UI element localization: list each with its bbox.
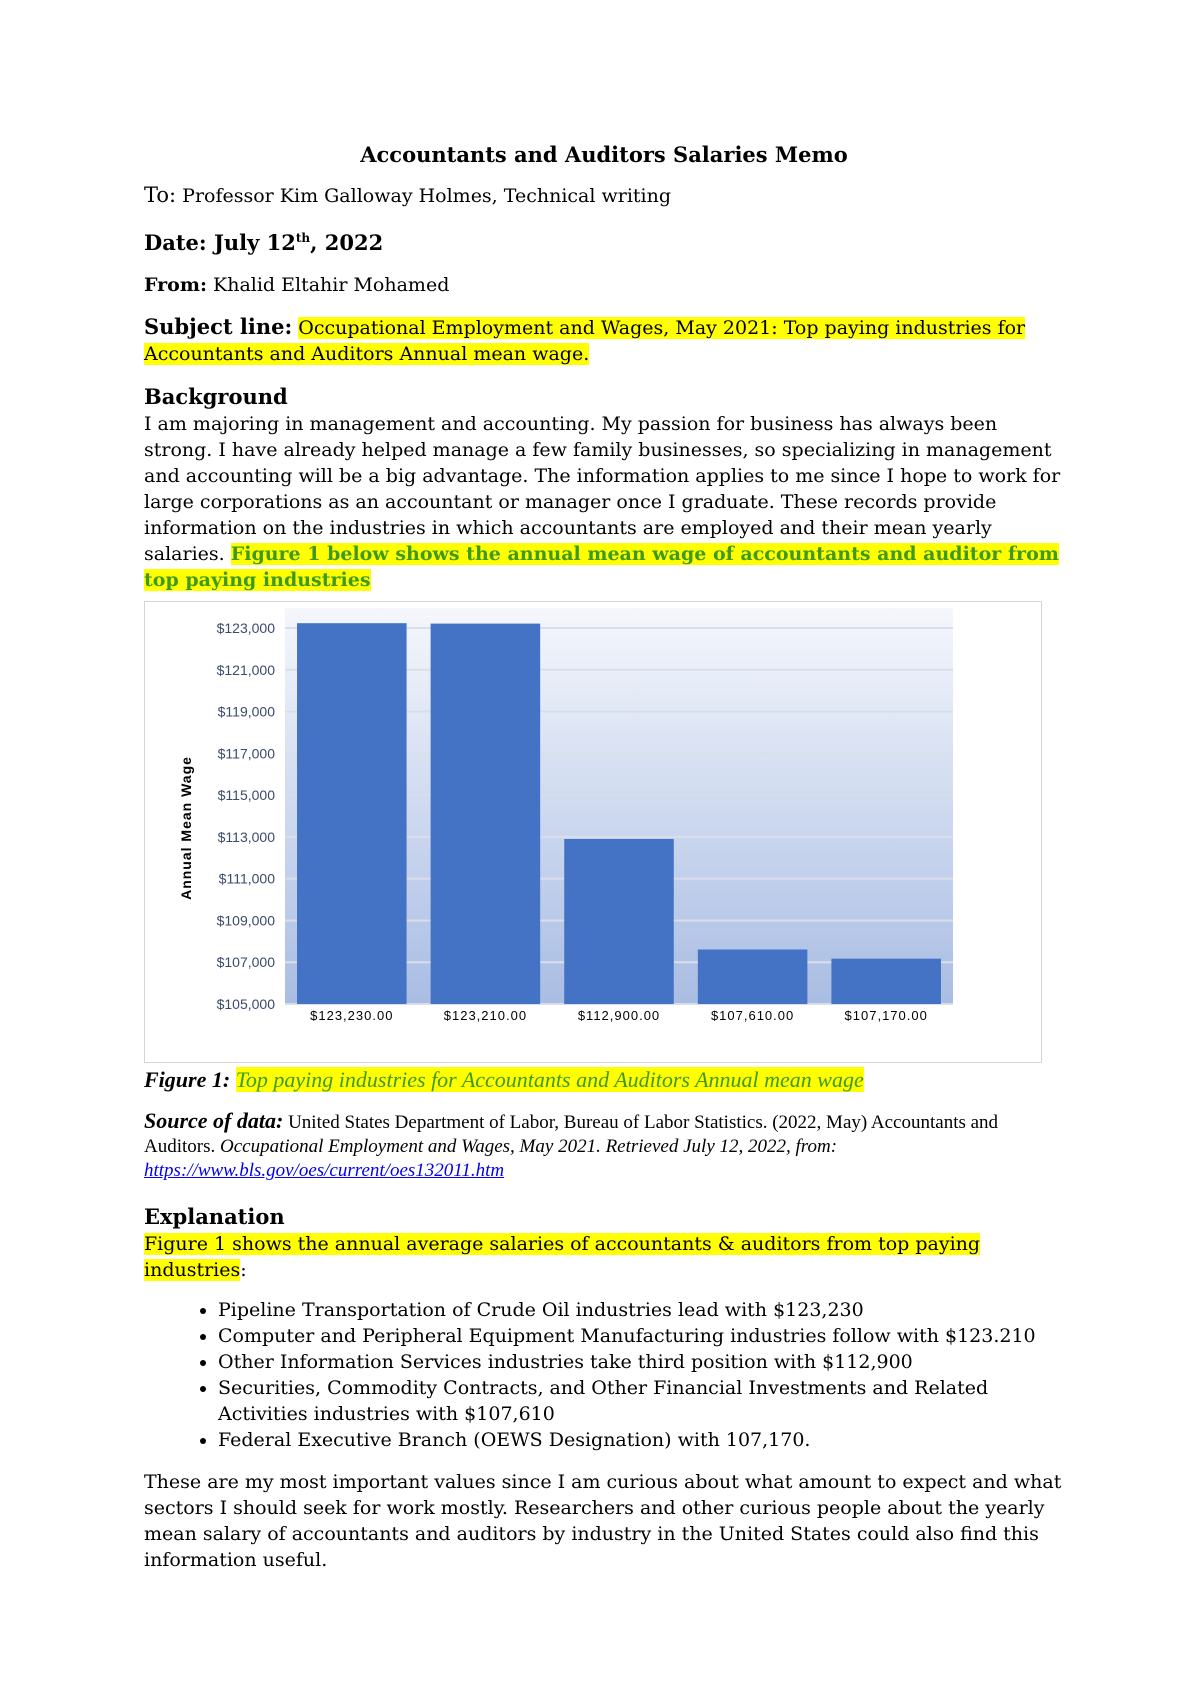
bar-data-label: $123,210.00: [443, 1008, 528, 1023]
y-tick-label: $109,000: [216, 912, 275, 929]
from-value: Khalid Eltahir Mohamed: [213, 274, 450, 296]
list-item: • Computer and Peripheral Equipment Manufacturing industries follow with $123.210: [218, 1323, 1064, 1349]
list-item: • Other Information Services industries take third position with $112,900: [218, 1349, 1064, 1375]
subject-line: [144, 314, 1064, 367]
memo-title: Accountants and Auditors Salaries Memo: [360, 142, 848, 167]
y-tick-label: $107,000: [216, 954, 275, 971]
explanation-heading: Explanation: [144, 1204, 285, 1229]
figure-caption-text: Top paying industries for Accountants and Auditors Annual mean wage: [235, 1067, 864, 1092]
bar-data-label: $107,610.00: [710, 1008, 795, 1023]
to-label: To:: [144, 183, 177, 207]
y-axis-label: Annual Mean Wage: [178, 756, 194, 900]
y-tick-label: $113,000: [217, 828, 275, 845]
bar-chart-svg: [145, 602, 1041, 1062]
y-tick-label: $121,000: [216, 661, 275, 678]
list-item: • Pipeline Transportation of Crude Oil industries lead with $123,230: [218, 1297, 1064, 1323]
y-tick-label: $123,000: [216, 620, 275, 636]
from-label: From:: [144, 274, 207, 296]
list-item: • Securities, Commodity Contracts, and Other Financial Investments and Related Activities industries with $107,610: [218, 1375, 1064, 1427]
background-heading: Background: [144, 384, 288, 409]
to-line: [144, 182, 1064, 209]
y-tick-label: $115,000: [217, 787, 275, 804]
y-tick-label: $105,000: [216, 996, 275, 1012]
to-value: Professor Kim Galloway Holmes, Technical writing: [182, 185, 672, 207]
bar: [564, 839, 674, 1004]
explanation-intro-tail: :: [240, 1259, 247, 1281]
explanation-list: [144, 1297, 1064, 1453]
y-tick-label: $119,000: [217, 703, 275, 720]
date-label: Date: July 12: [144, 230, 296, 255]
explanation-intro-line: [144, 1231, 1064, 1283]
explanation-intro: Figure 1 shows the annual average salaries of accountants & auditors from top paying industries: [144, 1233, 981, 1281]
source-text: United States Department of Labor, Bureau of Labor Statistics. (2022, May) Accountants and Auditors.: [144, 1112, 999, 1157]
figure-1-chart: [144, 601, 1042, 1063]
y-tick-labels: [217, 620, 276, 1012]
subject-value: Occupational Employment and Wages, May 2021: Top paying industries for Accountants and Auditors Annual mean wage.: [144, 317, 1026, 365]
bar-data-label: $123,230.00: [310, 1008, 394, 1023]
figure-label: Figure 1:: [144, 1067, 231, 1092]
background-highlight: Figure 1 below shows the annual mean wage of accountants and auditor from top paying industries: [144, 543, 1059, 591]
from-line: [144, 272, 1064, 298]
data-labels: [310, 1008, 928, 1023]
bar-data-label: $107,170.00: [844, 1008, 928, 1023]
closing-paragraph: These are my most important values since I am curious about what amount to expect and what sectors I should seek for work mostly. Researchers and other curious people about the yearly mean salary of accountants and auditors by industry in the United States could also find this information useful.: [144, 1471, 1062, 1571]
y-tick-label: $117,000: [217, 745, 275, 762]
bar: [698, 949, 808, 1004]
source-citation: [144, 1109, 1064, 1183]
memo-content: [144, 142, 1064, 1573]
source-italic: Occupational Employment and Wages, May 2021. Retrieved July 12, 2022, from:: [220, 1136, 838, 1157]
bar: [431, 624, 541, 1004]
figure-caption: [144, 1067, 1064, 1093]
bar-data-label: $112,900.00: [577, 1008, 661, 1023]
list-item: • Federal Executive Branch (OEWS Designation) with 107,170.: [218, 1427, 1064, 1453]
bar: [297, 623, 407, 1004]
date-superscript: th: [295, 231, 311, 245]
date-line: [144, 225, 1064, 256]
subject-label: Subject line:: [144, 314, 293, 339]
date-rest: , 2022: [310, 230, 384, 255]
bar: [831, 959, 941, 1004]
source-link[interactable]: https://www.bls.gov/oes/current/oes132011.htm: [144, 1160, 505, 1181]
y-tick-label: $111,000: [218, 870, 275, 887]
background-text: I am majoring in management and accounting. My passion for business has always been strong. I have already helped manage a few family businesses, so specializing in management and accounting will be a big advantage. The information applies to me since I hope to work for large corporations as an accountant or manager once I graduate. These records provide information on the industries in which accountants are employed and their mean yearly salaries.: [144, 413, 1061, 565]
source-label: Source of data:: [144, 1108, 284, 1133]
background-paragraph: [144, 411, 1064, 593]
